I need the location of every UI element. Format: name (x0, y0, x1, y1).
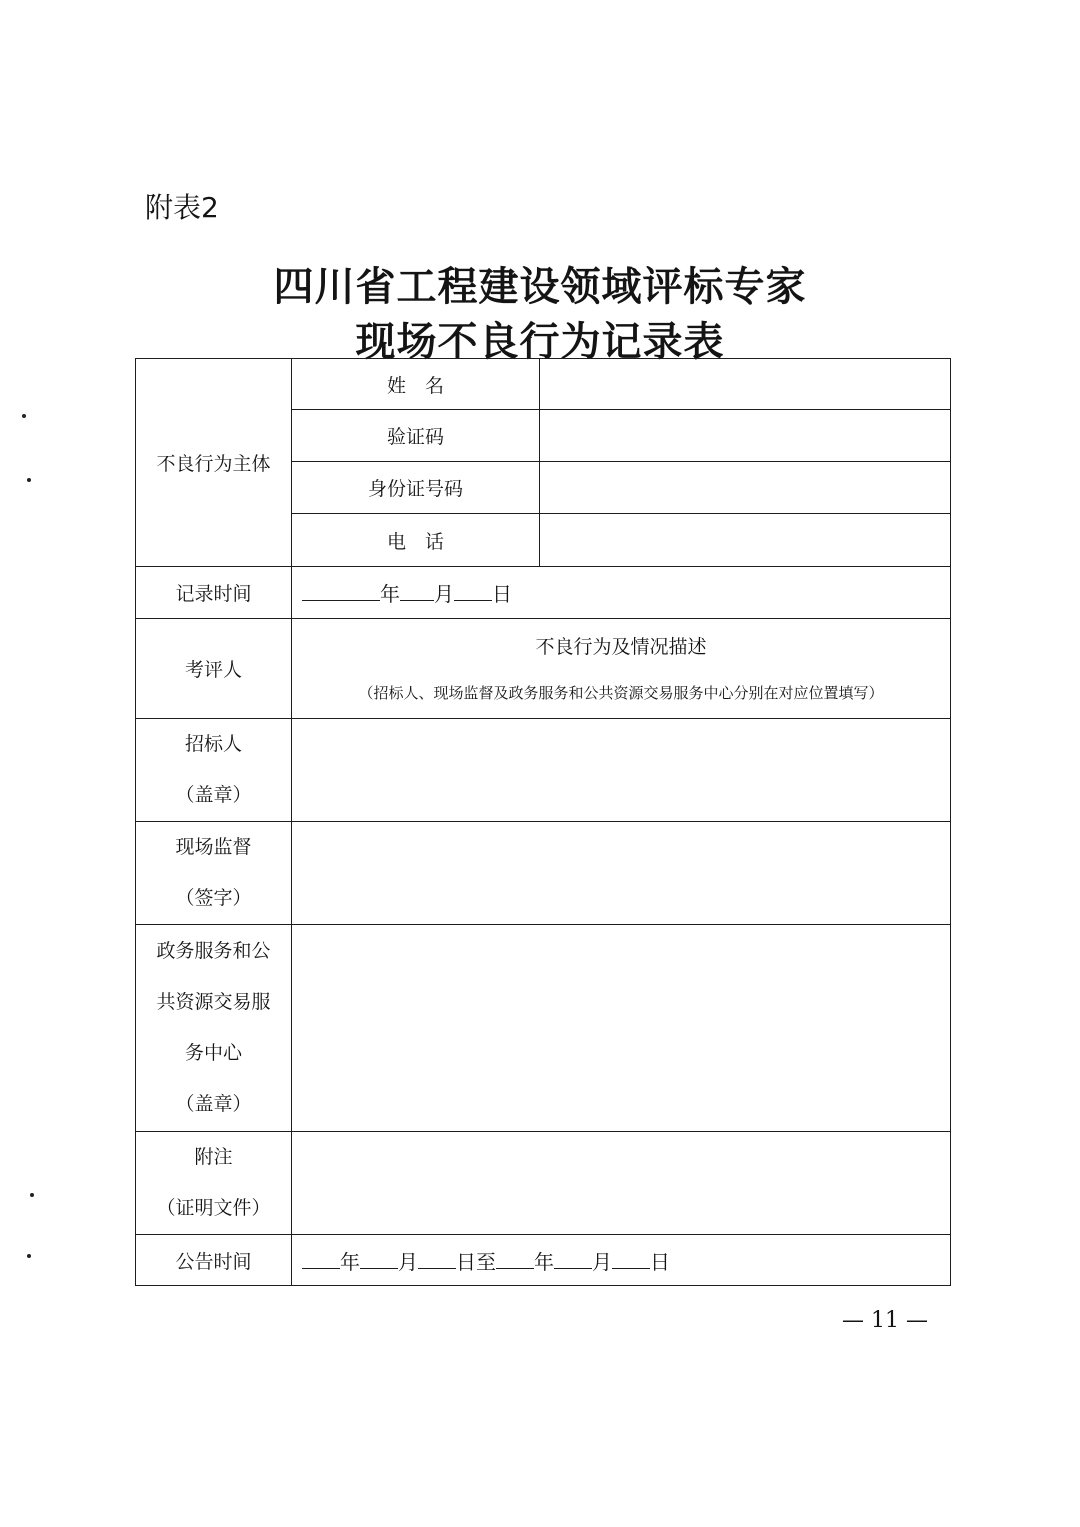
scan-speck (22, 414, 26, 418)
page-title-line1: 四川省工程建设领域评标专家 (273, 263, 807, 310)
announce-time-field[interactable] (292, 1235, 951, 1286)
announce-time-label: 公告时间 (136, 1235, 292, 1286)
announce-month1-label: 月 (398, 1249, 418, 1274)
record-time-field[interactable] (292, 567, 951, 619)
supervision-description-field[interactable] (292, 822, 951, 925)
subject-label: 不良行为主体 (136, 359, 292, 567)
description-header (292, 619, 951, 719)
announce-day2-label: 日 (650, 1249, 670, 1274)
announce-year2-label: 年 (534, 1249, 554, 1274)
supervision-label-line2: （签字） (175, 887, 252, 909)
tenderer-label-line1: 招标人 (184, 733, 242, 755)
field-value-phone[interactable] (540, 514, 951, 567)
field-value-name[interactable] (540, 359, 951, 410)
record-form-table (135, 358, 951, 1286)
description-title: 不良行为及情况描述 (535, 636, 707, 659)
scan-speck (30, 1193, 34, 1197)
record-month-label: 月 (434, 582, 454, 606)
supervision-label-line1: 现场监督 (175, 836, 252, 858)
field-label-id-number: 身份证号码 (292, 462, 540, 514)
remarks-label-line1: 附注 (194, 1146, 233, 1168)
remarks-label-line2: （证明文件） (156, 1197, 271, 1219)
field-label-phone: 电 话 (292, 514, 540, 567)
service-center-label-line3: 务中心 (184, 1042, 242, 1064)
scan-speck (27, 478, 31, 482)
tenderer-label-line2: （盖章） (175, 784, 252, 806)
service-center-description-field[interactable] (292, 925, 951, 1132)
service-center-label (136, 925, 292, 1132)
field-label-verification-code: 验证码 (292, 410, 540, 462)
service-center-label-line4: （盖章） (175, 1093, 252, 1115)
page-number: — 11 — (842, 1308, 928, 1333)
scan-speck (27, 1254, 31, 1258)
supervision-label (136, 822, 292, 925)
remarks-field[interactable] (292, 1132, 951, 1235)
field-label-name: 姓 名 (292, 359, 540, 410)
description-note: （招标人、现场监督及政务服务和公共资源交易服务中心分别在对应位置填写） (358, 683, 884, 702)
record-year-label: 年 (380, 582, 400, 606)
field-value-verification-code[interactable] (540, 410, 951, 462)
remarks-label (136, 1132, 292, 1235)
record-time-label: 记录时间 (136, 567, 292, 619)
evaluator-label: 考评人 (136, 619, 292, 719)
annex-label: 附表2 (145, 191, 219, 224)
page-title-line2: 现场不良行为记录表 (355, 318, 725, 365)
service-center-label-line2: 共资源交易服 (156, 991, 271, 1013)
service-center-label-line1: 政务服务和公 (156, 940, 271, 962)
tenderer-description-field[interactable] (292, 719, 951, 822)
announce-day-to-label: 日至 (456, 1249, 496, 1274)
tenderer-label (136, 719, 292, 822)
record-day-label: 日 (492, 582, 512, 606)
field-value-id-number[interactable] (540, 462, 951, 514)
announce-year1-label: 年 (340, 1249, 360, 1274)
announce-month2-label: 月 (592, 1249, 612, 1274)
